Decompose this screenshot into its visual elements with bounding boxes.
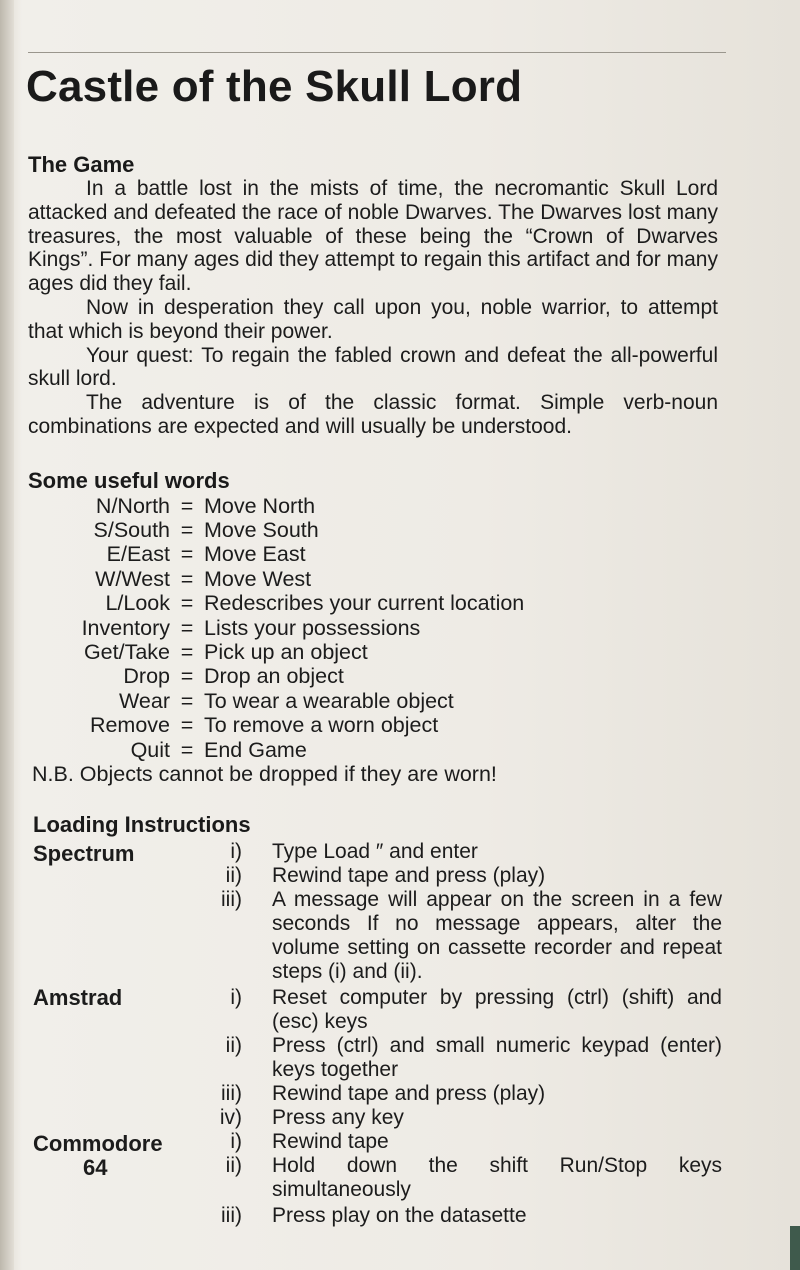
- word-term: Inventory: [81, 615, 170, 640]
- spectrum-step: [200, 888, 722, 984]
- step-text: Rewind tape: [272, 1130, 389, 1153]
- step-number: i): [230, 986, 242, 1009]
- word-term: E/East: [106, 542, 170, 567]
- step-number: iii): [221, 1204, 242, 1227]
- step-text: Press any key: [272, 1106, 404, 1129]
- word-row: [28, 494, 524, 518]
- word-row: [28, 543, 524, 567]
- spectrum-step: [200, 840, 722, 864]
- system-name-spectrum: Spectrum: [33, 841, 135, 866]
- word-meaning: Move East: [204, 542, 306, 567]
- commodore-step: [200, 1204, 722, 1228]
- word-row: [28, 689, 524, 713]
- word-row: [28, 738, 524, 762]
- step-number: ii): [225, 1034, 242, 1057]
- game-paragraph: Your quest: To regain the fabled crown and defeat the all-powerful skull lord.: [28, 343, 718, 391]
- step-number: i): [230, 1130, 242, 1153]
- equals-sign: =: [180, 688, 194, 713]
- word-list: [28, 494, 524, 762]
- word-meaning: To remove a worn object: [204, 713, 439, 738]
- word-meaning: Drop an object: [204, 664, 344, 689]
- system-name-commodore: [33, 1132, 163, 1180]
- game-description: [28, 177, 718, 439]
- word-meaning: To wear a wearable object: [204, 688, 454, 713]
- step-number: iii): [221, 888, 242, 911]
- step-text: Rewind tape and press (play): [272, 1082, 546, 1105]
- word-meaning: Move North: [204, 493, 316, 518]
- step-text: Hold down the shift Run/Stop keys simultaneously: [272, 1154, 722, 1201]
- word-meaning: Pick up an object: [204, 640, 368, 665]
- word-meaning: Move West: [204, 566, 312, 591]
- word-term: Remove: [89, 713, 170, 738]
- page-title: Castle of the Skull Lord: [26, 62, 523, 111]
- word-meaning: Move South: [204, 518, 319, 543]
- equals-sign: =: [180, 640, 194, 665]
- equals-sign: =: [180, 713, 194, 738]
- top-rule: [28, 52, 726, 53]
- word-term: Get/Take: [83, 640, 170, 665]
- system-name-amstrad: Amstrad: [33, 985, 123, 1010]
- word-term: S/South: [93, 518, 170, 543]
- system-name-commodore-line1: Commodore: [33, 1131, 163, 1156]
- word-term: Quit: [130, 737, 170, 762]
- step-number: ii): [225, 864, 242, 887]
- step-number: i): [230, 840, 242, 863]
- word-row: [28, 616, 524, 640]
- word-term: W/West: [95, 566, 170, 591]
- equals-sign: =: [180, 518, 194, 543]
- game-paragraph: Now in desperation they call upon you, noble warrior, to attempt that which is beyond their power.: [28, 295, 718, 343]
- step-number: ii): [225, 1154, 242, 1177]
- loading-heading: Loading Instructions: [33, 812, 251, 837]
- amstrad-step: [200, 1034, 722, 1082]
- word-meaning: End Game: [204, 737, 307, 762]
- words-heading: Some useful words: [28, 468, 230, 493]
- equals-sign: =: [180, 737, 194, 762]
- word-row: [28, 567, 524, 591]
- amstrad-step: [200, 1106, 722, 1130]
- step-text: A message will appear on the screen in a few seconds If no message appears, alter the volume setting on cassette recorder and repeat steps (i) and (ii).: [272, 888, 722, 983]
- word-meaning: Redescribes your current location: [204, 591, 525, 616]
- game-paragraph: The adventure is of the classic format. Simple verb-noun combinations are expected and will usually be understood.: [28, 391, 718, 438]
- system-name-commodore-line2: 64: [83, 1155, 108, 1180]
- amstrad-step: [200, 986, 722, 1034]
- step-text: Press (ctrl) and small numeric keypad (enter) keys together: [272, 1034, 722, 1081]
- equals-sign: =: [180, 542, 194, 567]
- step-text: Type Load ″ and enter: [272, 840, 478, 863]
- equals-sign: =: [180, 664, 194, 689]
- game-heading: The Game: [28, 152, 135, 177]
- word-row: [28, 592, 524, 616]
- commodore-step: [200, 1154, 722, 1202]
- worn-objects-note: N.B. Objects cannot be dropped if they are worn!: [32, 762, 497, 786]
- word-row: [28, 640, 524, 664]
- step-text: Reset computer by pressing (ctrl) (shift) and (esc) keys: [272, 986, 722, 1033]
- edge-mark: [790, 1226, 800, 1270]
- word-term: Drop: [123, 664, 170, 689]
- word-row: [28, 714, 524, 738]
- word-meaning: Lists your possessions: [204, 615, 421, 640]
- word-term: Wear: [119, 688, 170, 713]
- amstrad-step: [200, 1082, 722, 1106]
- equals-sign: =: [180, 615, 194, 640]
- word-row: [28, 518, 524, 542]
- step-text: Press play on the datasette: [272, 1204, 527, 1227]
- word-term: L/Look: [105, 591, 170, 616]
- page-fold: [0, 0, 14, 1270]
- step-text: Rewind tape and press (play): [272, 864, 546, 887]
- step-number: iv): [219, 1106, 242, 1129]
- commodore-step: [200, 1130, 722, 1154]
- word-row: [28, 665, 524, 689]
- equals-sign: =: [180, 566, 194, 591]
- step-number: iii): [221, 1082, 242, 1105]
- equals-sign: =: [180, 591, 194, 616]
- equals-sign: =: [180, 493, 194, 518]
- word-term: N/North: [95, 493, 170, 518]
- game-paragraph: In a battle lost in the mists of time, the necromantic Skull Lord attacked and defeated the race of noble Dwarves. The Dwarves lost many treasures, the most valuable of these being the “Crown of Dwarves Kings”. For many ages did they attempt to regain this artifact and for many ages did they fail.: [28, 177, 718, 296]
- spectrum-step: [200, 864, 722, 888]
